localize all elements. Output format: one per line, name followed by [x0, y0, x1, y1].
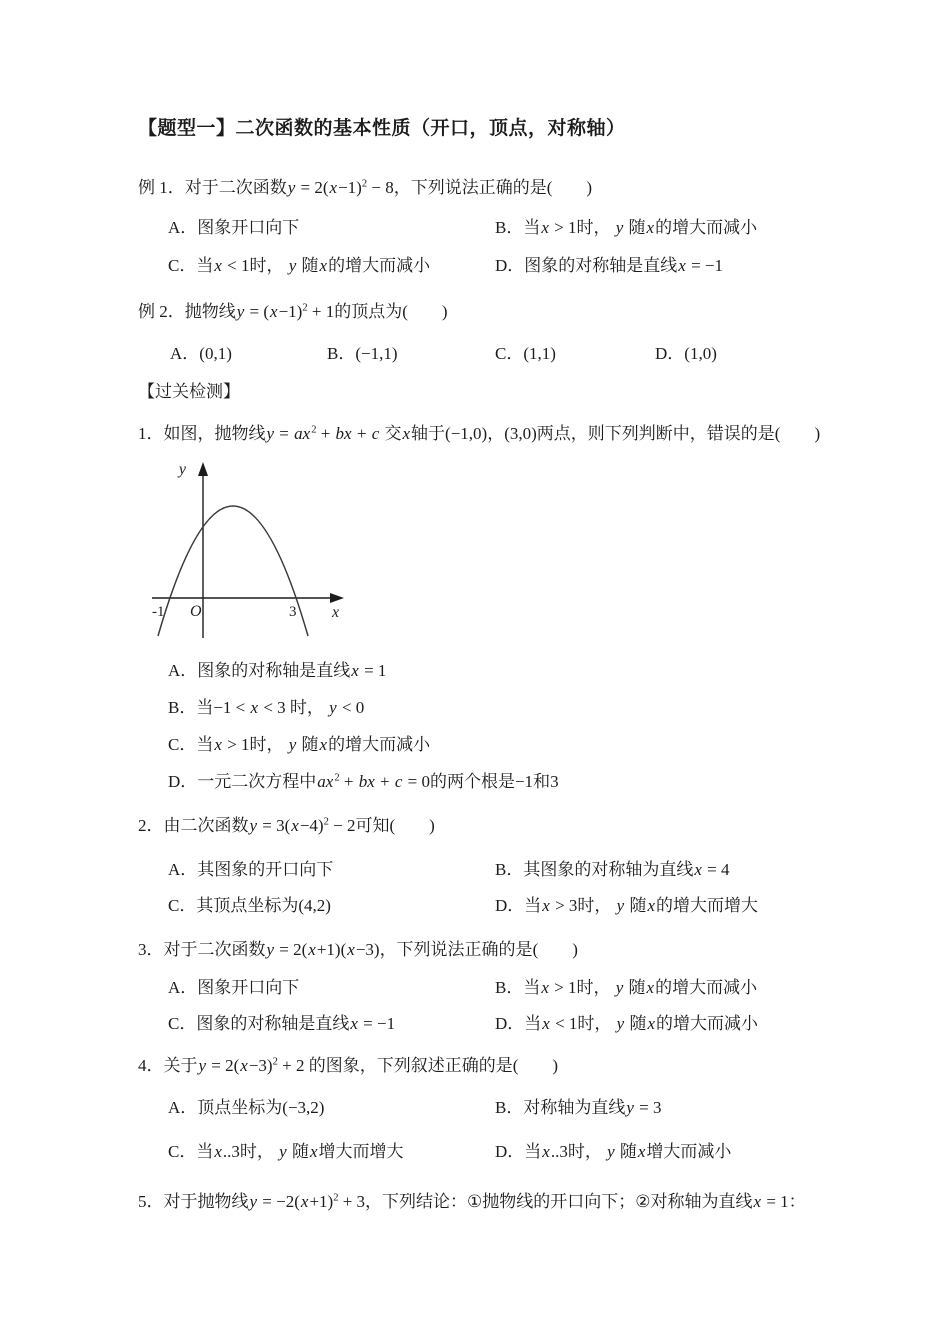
text-segment: 时，: [567, 1142, 607, 1161]
question2-option-c: [168, 894, 495, 918]
text-segment: B．对称轴为直线: [495, 1098, 626, 1117]
text-segment: − 8: [367, 178, 394, 197]
text-segment: +1): [309, 1192, 334, 1211]
text-segment: +: [352, 424, 371, 443]
text-segment: (3,0): [504, 424, 537, 443]
text-segment: x: [319, 256, 328, 275]
text-segment: y: [616, 896, 625, 915]
text-segment: (1,1): [523, 344, 556, 363]
text-segment: ax: [317, 772, 334, 791]
text-segment: x: [309, 1142, 318, 1161]
text-segment: 的增大而增大: [656, 896, 759, 915]
question2-option-d: [495, 894, 830, 918]
text-segment: 1．如图，抛物线: [138, 424, 266, 443]
text-segment: −1): [278, 302, 303, 321]
text-segment: A．顶点坐标为: [168, 1098, 283, 1117]
text-segment: +: [375, 772, 394, 791]
text-segment: > 1: [222, 735, 250, 754]
text-segment: x: [329, 178, 338, 197]
text-segment: 2: [361, 178, 368, 190]
text-segment: + 1: [307, 302, 335, 321]
text-segment: > 3: [550, 896, 578, 915]
question4-option-c: [168, 1140, 495, 1164]
text-segment: D．图象的对称轴是直线: [495, 256, 678, 275]
text-segment: 2．由二次函数: [138, 816, 249, 835]
text-segment: ：: [788, 1192, 806, 1211]
text-segment: x: [542, 1014, 550, 1033]
text-segment: ，: [487, 424, 505, 443]
text-segment: C．: [495, 344, 524, 363]
text-segment: x: [300, 1192, 309, 1211]
question3-stem: [138, 938, 830, 962]
text-segment: ( ): [546, 178, 593, 197]
parabola-curve: [158, 506, 308, 636]
question1-option-c: [168, 733, 830, 757]
text-segment: = 3: [634, 1098, 662, 1117]
text-segment: y: [266, 424, 275, 443]
text-segment: x: [753, 1192, 762, 1211]
text-segment: 随: [625, 896, 647, 915]
text-segment: 2: [311, 424, 317, 436]
question4-option-d: [495, 1140, 830, 1164]
text-segment: −4): [299, 816, 324, 835]
text-segment: D．一元二次方程中: [168, 772, 317, 791]
question4-stem: [138, 1054, 830, 1078]
text-segment: (−3,2): [282, 1098, 325, 1117]
section-heading: 【过关检测】: [138, 382, 240, 401]
parabola-graph: [146, 460, 356, 645]
text-segment: ( ): [532, 940, 578, 959]
text-segment: 的图象，下列叙述正确的是: [304, 1056, 513, 1075]
question1-options: [138, 659, 830, 794]
question5-stem: [138, 1190, 830, 1214]
text-segment: 时，: [577, 1014, 616, 1033]
text-segment: (−1,0): [445, 424, 488, 443]
text-segment: 随: [615, 1142, 637, 1161]
text-segment: 2: [333, 1192, 339, 1204]
text-segment: 时，: [249, 256, 288, 275]
text-segment: x: [308, 940, 316, 959]
text-segment: 2: [323, 816, 329, 828]
text-segment: C．图象的对称轴是直线: [168, 1014, 350, 1033]
text-segment: −1 <: [213, 698, 250, 717]
text-segment: B．当: [495, 978, 541, 997]
text-segment: = 2(: [296, 178, 329, 197]
text-segment: 的增大而减小: [655, 978, 758, 997]
text-segment: = −1: [358, 1014, 396, 1033]
text-segment: 4．关于: [138, 1056, 198, 1075]
y-axis-label: y: [178, 461, 186, 478]
example2-options: [138, 342, 830, 366]
text-segment: 随: [624, 978, 646, 997]
text-segment: + 2: [277, 1056, 305, 1075]
example2-option-d: [655, 342, 830, 366]
text-segment: y: [236, 302, 245, 321]
question2-options: [138, 858, 830, 918]
text-segment: = 2(: [275, 940, 308, 959]
text-segment: ，下列说法正确的是: [393, 178, 547, 197]
question2-option-a: [168, 858, 495, 882]
text-segment: = 1: [359, 661, 387, 680]
text-segment: < 3: [259, 698, 286, 717]
question4-options: [138, 1096, 830, 1164]
text-segment: x: [694, 860, 702, 879]
text-segment: 随: [297, 735, 319, 754]
text-segment: D．当: [495, 1014, 542, 1033]
text-segment: 例 1．对于二次函数: [138, 178, 287, 197]
text-segment: ..3: [550, 1142, 568, 1161]
text-segment: (1,0): [684, 344, 717, 363]
text-segment: x: [542, 896, 550, 915]
text-segment: ( ): [402, 302, 448, 321]
text-segment: > 1: [549, 218, 577, 237]
text-segment: 时，: [285, 698, 329, 717]
example2-option-c: [495, 342, 655, 366]
text-segment: y: [198, 1056, 207, 1075]
question3-option-b: [495, 976, 830, 1000]
text-segment: x: [351, 661, 359, 680]
text-segment: ..3: [222, 1142, 240, 1161]
question3-option-d: [495, 1012, 830, 1036]
text-segment: 的增大而减小: [328, 256, 431, 275]
text-segment: (0,1): [199, 344, 232, 363]
text-segment: 随: [624, 218, 646, 237]
text-segment: 随: [287, 1142, 309, 1161]
text-segment: 随: [297, 256, 319, 275]
text-segment: 交: [380, 424, 402, 443]
text-segment: x: [541, 978, 549, 997]
text-segment: ( ): [389, 816, 435, 835]
text-segment: y: [288, 256, 297, 275]
text-segment: +1)(: [316, 940, 347, 959]
text-segment: y: [287, 178, 296, 197]
text-segment: = 4: [702, 860, 730, 879]
text-segment: −3): [248, 1056, 273, 1075]
text-segment: 的顶点为: [334, 302, 403, 321]
text-segment: − 2: [328, 816, 356, 835]
text-segment: bx: [335, 424, 352, 443]
question2-option-b: [495, 858, 830, 882]
text-segment: A．图象的对称轴是直线: [168, 661, 351, 680]
text-segment: = −1: [686, 256, 724, 275]
question2-stem: [138, 814, 830, 838]
text-segment: 的两个根是: [429, 772, 515, 791]
text-segment: 时，: [249, 735, 288, 754]
x-tick-minus1: -1: [152, 604, 165, 620]
question4-option-b: [495, 1096, 830, 1120]
example1-option-b: [495, 216, 830, 240]
text-segment: y: [615, 978, 624, 997]
text-segment: x: [402, 424, 411, 443]
text-segment: = 0: [403, 772, 430, 791]
text-segment: c: [394, 772, 403, 791]
text-segment: 增大而减小: [646, 1142, 732, 1161]
text-segment: = 3(: [258, 816, 291, 835]
text-segment: 时，: [577, 896, 616, 915]
text-segment: 的增大而减小: [656, 1014, 759, 1033]
text-segment: D．当: [495, 1142, 542, 1161]
text-segment: C．当: [168, 256, 214, 275]
text-segment: 和: [533, 772, 551, 791]
text-segment: ，下列结论：①抛物线的开口向下；②对称轴为直线: [365, 1192, 753, 1211]
text-segment: C．当: [168, 735, 214, 754]
text-segment: 随: [625, 1014, 647, 1033]
text-segment: 时，: [576, 978, 615, 997]
text-segment: > 1: [549, 978, 577, 997]
text-segment: 的增大而减小: [328, 735, 431, 754]
question3-option-c: [168, 1012, 495, 1036]
text-segment: y: [279, 1142, 287, 1161]
example1-option-a: [168, 216, 495, 240]
question1-stem: [138, 422, 830, 446]
text-segment: +: [316, 424, 335, 443]
text-segment: y: [607, 1142, 615, 1161]
text-segment: x: [646, 978, 655, 997]
text-segment: = 1: [762, 1192, 789, 1211]
question4-option-a: [168, 1096, 495, 1120]
text-segment: 两点，则下列判断中，错误的是: [536, 424, 775, 443]
text-segment: y: [266, 940, 275, 959]
text-segment: (4,2): [298, 896, 331, 915]
example2-option-a: [170, 342, 327, 366]
text-segment: y: [249, 1192, 258, 1211]
text-segment: 时，: [239, 1142, 279, 1161]
text-segment: x: [647, 1014, 656, 1033]
question1-figure: [146, 460, 356, 645]
text-segment: 3: [550, 772, 559, 791]
example1-option-c: [168, 254, 495, 278]
origin-label: O: [190, 603, 202, 620]
text-segment: B．: [327, 344, 356, 363]
text-segment: B．当: [495, 218, 541, 237]
text-segment: =: [275, 424, 294, 443]
text-segment: c: [371, 424, 380, 443]
example2-option-b: [327, 342, 495, 366]
text-segment: = (: [245, 302, 270, 321]
text-segment: < 1: [222, 256, 250, 275]
text-segment: 3．对于二次函数: [138, 940, 266, 959]
text-segment: x: [646, 218, 655, 237]
text-segment: 2: [272, 1056, 278, 1068]
text-segment: x: [350, 1014, 358, 1033]
text-segment: −1: [514, 772, 534, 791]
text-segment: 5．对于抛物线: [138, 1192, 249, 1211]
text-segment: 2: [302, 302, 308, 314]
text-segment: x: [637, 1142, 646, 1161]
text-segment: A．图象开口向下: [168, 218, 300, 237]
text-segment: x: [291, 816, 299, 835]
text-segment: x: [347, 940, 355, 959]
text-segment: A．其图象的开口向下: [168, 860, 334, 879]
text-segment: = 2(: [207, 1056, 240, 1075]
text-segment: A．图象开口向下: [168, 978, 300, 997]
text-segment: x: [541, 218, 549, 237]
text-segment: y: [329, 698, 337, 717]
text-segment: 增大而增大: [318, 1142, 404, 1161]
text-segment: C．其顶点坐标为: [168, 896, 299, 915]
text-segment: x: [319, 735, 328, 754]
text-segment: x: [270, 302, 278, 321]
text-segment: < 1: [550, 1014, 578, 1033]
question1-option-b: [168, 696, 830, 720]
text-segment: 可知: [355, 816, 390, 835]
text-segment: x: [214, 256, 222, 275]
text-segment: y: [626, 1098, 634, 1117]
text-segment: D．: [655, 344, 685, 363]
text-segment: = −2(: [258, 1192, 300, 1211]
text-segment: x: [647, 896, 656, 915]
text-segment: x: [678, 256, 686, 275]
text-segment: x: [240, 1056, 248, 1075]
text-segment: y: [615, 218, 624, 237]
text-segment: ax: [294, 424, 311, 443]
text-segment: C．当: [168, 1142, 214, 1161]
y-axis-arrow-icon: [198, 462, 208, 476]
text-segment: < 0: [337, 698, 365, 717]
text-segment: 的增大而减小: [655, 218, 758, 237]
text-segment: 2: [334, 772, 340, 784]
text-segment: −3): [355, 940, 380, 959]
text-segment: ( ): [512, 1056, 559, 1075]
example1-option-d: [495, 254, 830, 278]
text-segment: x: [214, 1142, 222, 1161]
example1-stem: [138, 176, 830, 200]
example1-options: [138, 216, 830, 278]
example2-stem: [138, 300, 830, 324]
page-title: 【题型一】二次函数的基本性质（开口，顶点，对称轴）: [138, 118, 626, 139]
question1-option-a: [168, 659, 830, 683]
text-segment: ，下列说法正确的是: [379, 940, 533, 959]
text-segment: 时，: [576, 218, 615, 237]
text-segment: 例 2．抛物线: [138, 302, 236, 321]
text-segment: B．当: [168, 698, 214, 717]
text-segment: +: [339, 772, 358, 791]
question3-option-a: [168, 976, 495, 1000]
question3-options: [138, 976, 830, 1036]
text-segment: (−1,1): [355, 344, 398, 363]
text-segment: bx: [358, 772, 375, 791]
text-segment: ( ): [774, 424, 821, 443]
text-segment: A．: [170, 344, 200, 363]
x-axis-label: x: [332, 604, 340, 621]
text-segment: x: [542, 1142, 550, 1161]
question1-option-d: [168, 770, 830, 794]
text-segment: y: [249, 816, 258, 835]
x-tick-3: 3: [289, 604, 297, 620]
text-segment: + 3: [338, 1192, 366, 1211]
text-segment: 轴于: [411, 424, 446, 443]
text-segment: −1): [338, 178, 362, 197]
text-segment: x: [214, 735, 222, 754]
text-segment: y: [616, 1014, 625, 1033]
text-segment: y: [288, 735, 297, 754]
text-segment: B．其图象的对称轴为直线: [495, 860, 694, 879]
x-axis-arrow-icon: [330, 593, 344, 603]
text-segment: D．当: [495, 896, 542, 915]
text-segment: x: [250, 698, 259, 717]
